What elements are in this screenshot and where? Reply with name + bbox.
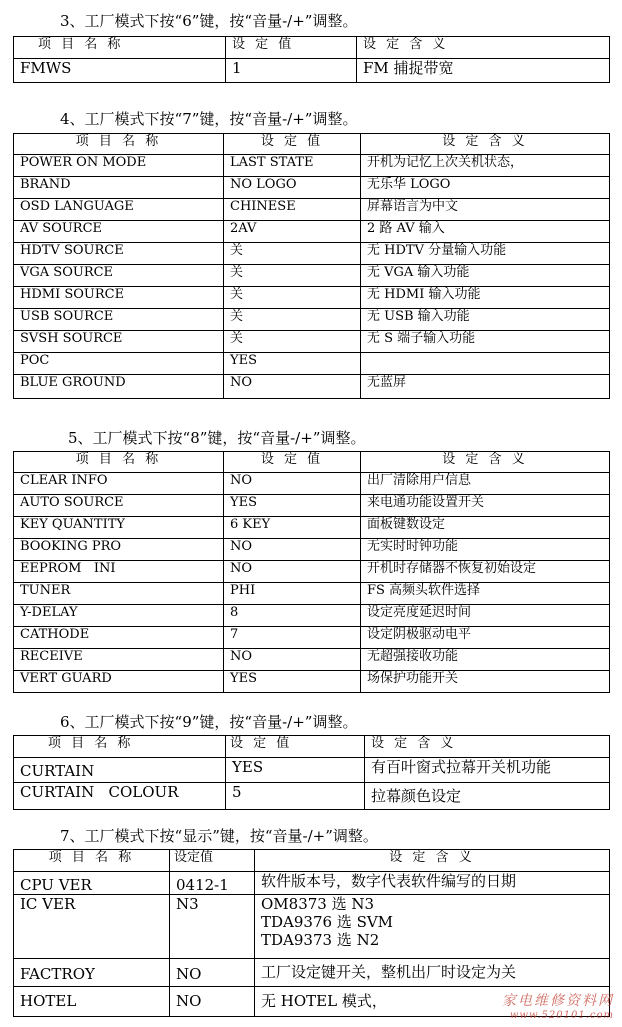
table-row <box>14 353 610 375</box>
table-row <box>14 783 610 810</box>
setting-value: NO <box>224 539 361 561</box>
table-row <box>14 177 610 199</box>
table-row <box>14 221 610 243</box>
table-row <box>14 627 610 649</box>
item-name: POC <box>14 353 224 375</box>
setting-meaning: 面板键数设定 <box>361 517 610 539</box>
item-name: FMWS <box>14 59 226 83</box>
table-header-row <box>14 452 610 473</box>
item-name: USB SOURCE <box>14 309 224 331</box>
item-name: EEPROM INI <box>14 561 224 583</box>
item-name: CLEAR INFO <box>14 473 224 495</box>
header-setting-value: 设 定 值 <box>224 452 361 473</box>
header-item-name: 项 目 名 称 <box>14 37 226 59</box>
table-row <box>14 649 610 671</box>
setting-meaning: 工厂设定键开关，整机出厂时设定为关 <box>255 959 610 987</box>
item-name: CURTAIN <box>14 758 226 783</box>
setting-meaning: 场保护功能开关 <box>361 671 610 693</box>
setting-value: YES <box>224 353 361 375</box>
table-row <box>14 265 610 287</box>
setting-meaning: 无 HOTEL 模式， <box>255 987 610 1017</box>
table-header-row <box>14 850 610 872</box>
setting-value: 2AV <box>224 221 361 243</box>
setting-value: YES <box>224 671 361 693</box>
setting-meaning: 设定阴极驱动电平 <box>361 627 610 649</box>
header-setting-meaning: 设 定 含 义 <box>255 850 610 872</box>
setting-value: NO <box>170 987 255 1017</box>
setting-meaning: 来电通功能设置开关 <box>361 495 610 517</box>
setting-meaning: 2 路 AV 输入 <box>361 221 610 243</box>
table-row <box>14 287 610 309</box>
setting-meaning: 设定亮度延迟时间 <box>361 605 610 627</box>
table-row <box>14 671 610 693</box>
setting-value: NO <box>170 959 255 987</box>
setting-meaning: 屏幕语言为中文 <box>361 199 610 221</box>
item-name: BOOKING PRO <box>14 539 224 561</box>
setting-value: 关 <box>224 331 361 353</box>
setting-meaning: 出厂清除用户信息 <box>361 473 610 495</box>
setting-value: NO <box>224 561 361 583</box>
watermark-logo <box>502 990 614 1021</box>
table-header-row <box>14 736 610 758</box>
setting-value: NO <box>224 473 361 495</box>
setting-meaning <box>361 353 610 375</box>
header-setting-meaning: 设 定 含 义 <box>357 37 610 59</box>
setting-meaning: 软件版本号，数字代表软件编写的日期 <box>255 872 610 895</box>
setting-meaning: FS 高频头软件选择 <box>361 583 610 605</box>
setting-meaning-line: TDA9373 选 N2 <box>261 931 380 949</box>
watermark-title: 家电维修资料网 <box>502 993 614 1009</box>
item-name: CPU VER <box>14 872 170 895</box>
table-row <box>14 59 610 83</box>
item-name: HDMI SOURCE <box>14 287 224 309</box>
table-header-row <box>14 37 610 59</box>
table-row <box>14 495 610 517</box>
setting-value: 0412-1 <box>170 872 255 895</box>
header-setting-meaning: 设 定 含 义 <box>361 452 610 473</box>
table-section-5 <box>13 451 610 693</box>
item-name: BRAND <box>14 177 224 199</box>
item-name: KEY QUANTITY <box>14 517 224 539</box>
setting-meaning: FM 捕捉带宽 <box>357 59 610 83</box>
table-row <box>14 872 610 895</box>
header-setting-meaning: 设 定 含 义 <box>361 134 610 155</box>
table-row <box>14 473 610 495</box>
table-row <box>14 605 610 627</box>
table-row <box>14 758 610 783</box>
table-section-4 <box>13 133 610 399</box>
item-name: HDTV SOURCE <box>14 243 224 265</box>
table-row <box>14 375 610 399</box>
item-name: RECEIVE <box>14 649 224 671</box>
section-6-heading: 6、工厂模式下按“9”键，按“音量-/+”调整。 <box>60 713 358 731</box>
header-setting-value: 设定值 <box>170 850 255 872</box>
item-name: OSD LANGUAGE <box>14 199 224 221</box>
header-setting-meaning: 设 定 含 义 <box>365 736 610 758</box>
setting-meaning: 无蓝屏 <box>361 375 610 399</box>
setting-meaning-line: OM8373 选 N3 <box>261 895 375 913</box>
setting-value: YES <box>224 495 361 517</box>
section-5-heading: 5、工厂模式下按“8”键，按“音量-/+”调整。 <box>68 429 366 447</box>
setting-meaning: 开机时存储器不恢复初始设定 <box>361 561 610 583</box>
table-row <box>14 155 610 177</box>
item-name: AUTO SOURCE <box>14 495 224 517</box>
setting-meaning-line: TDA9376 选 SVM <box>261 913 394 931</box>
setting-meaning: 无实时时钟功能 <box>361 539 610 561</box>
setting-value: CHINESE <box>224 199 361 221</box>
table-row <box>14 583 610 605</box>
item-name: IC VER <box>14 895 170 959</box>
header-item-name: 项 目 名 称 <box>14 134 224 155</box>
table-row <box>14 561 610 583</box>
table-row <box>14 517 610 539</box>
setting-value: LAST STATE <box>224 155 361 177</box>
setting-meaning: 无 VGA 输入功能 <box>361 265 610 287</box>
setting-value: 7 <box>224 627 361 649</box>
setting-value: YES <box>226 758 365 783</box>
setting-value: PHI <box>224 583 361 605</box>
table-row <box>14 539 610 561</box>
item-name: FACTROY <box>14 959 170 987</box>
item-name: POWER ON MODE <box>14 155 224 177</box>
setting-value: 8 <box>224 605 361 627</box>
setting-value: 关 <box>224 243 361 265</box>
item-name: CATHODE <box>14 627 224 649</box>
table-header-row <box>14 134 610 155</box>
setting-meaning: 无 S 端子输入功能 <box>361 331 610 353</box>
setting-value: NO <box>224 375 361 399</box>
setting-meaning: 无 HDMI 输入功能 <box>361 287 610 309</box>
table-row <box>14 309 610 331</box>
setting-value: 关 <box>224 265 361 287</box>
section-3-heading: 3、工厂模式下按“6”键，按“音量-/+”调整。 <box>60 12 358 30</box>
section-4-heading: 4、工厂模式下按“7”键，按“音量-/+”调整。 <box>60 110 358 128</box>
setting-value: 6 KEY <box>224 517 361 539</box>
setting-meaning: 无乐华 LOGO <box>361 177 610 199</box>
setting-value: NO <box>224 649 361 671</box>
item-name: BLUE GROUND <box>14 375 224 399</box>
setting-meaning: 无 USB 输入功能 <box>361 309 610 331</box>
table-section-3 <box>13 36 610 83</box>
setting-meaning: 开机为记忆上次关机状态， <box>361 155 610 177</box>
header-item-name: 项 目 名 称 <box>14 850 170 872</box>
item-name: AV SOURCE <box>14 221 224 243</box>
setting-value: 关 <box>224 287 361 309</box>
header-setting-value: 设 定 值 <box>226 37 357 59</box>
header-setting-value: 设 定 值 <box>224 134 361 155</box>
header-setting-value: 设 定 值 <box>226 736 365 758</box>
item-name: Y-DELAY <box>14 605 224 627</box>
item-name: VERT GUARD <box>14 671 224 693</box>
setting-meaning: 无超强接收功能 <box>361 649 610 671</box>
item-name: CURTAIN COLOUR <box>14 783 226 810</box>
item-name: HOTEL <box>14 987 170 1017</box>
item-name: SVSH SOURCE <box>14 331 224 353</box>
watermark-url: www.520101.com <box>509 1010 614 1021</box>
table-row <box>14 199 610 221</box>
table-section-6 <box>13 735 610 810</box>
setting-meaning: 有百叶窗式拉幕开关机功能 <box>365 758 610 783</box>
setting-value: 关 <box>224 309 361 331</box>
setting-meaning: 无 HDTV 分量输入功能 <box>361 243 610 265</box>
header-item-name: 项 目 名 称 <box>14 736 226 758</box>
table-row <box>14 959 610 987</box>
setting-value: 5 <box>226 783 365 810</box>
item-name: TUNER <box>14 583 224 605</box>
item-name: VGA SOURCE <box>14 265 224 287</box>
table-row <box>14 243 610 265</box>
setting-meaning-multiline <box>255 895 610 959</box>
setting-value: N3 <box>170 895 255 959</box>
table-row <box>14 895 610 959</box>
table-row <box>14 331 610 353</box>
section-7-heading: 7、工厂模式下按“显示”键，按“音量-/+”调整。 <box>60 827 378 845</box>
setting-meaning: 拉幕颜色设定 <box>365 783 610 810</box>
setting-value: NO LOGO <box>224 177 361 199</box>
setting-value: 1 <box>226 59 357 83</box>
header-item-name: 项 目 名 称 <box>14 452 224 473</box>
